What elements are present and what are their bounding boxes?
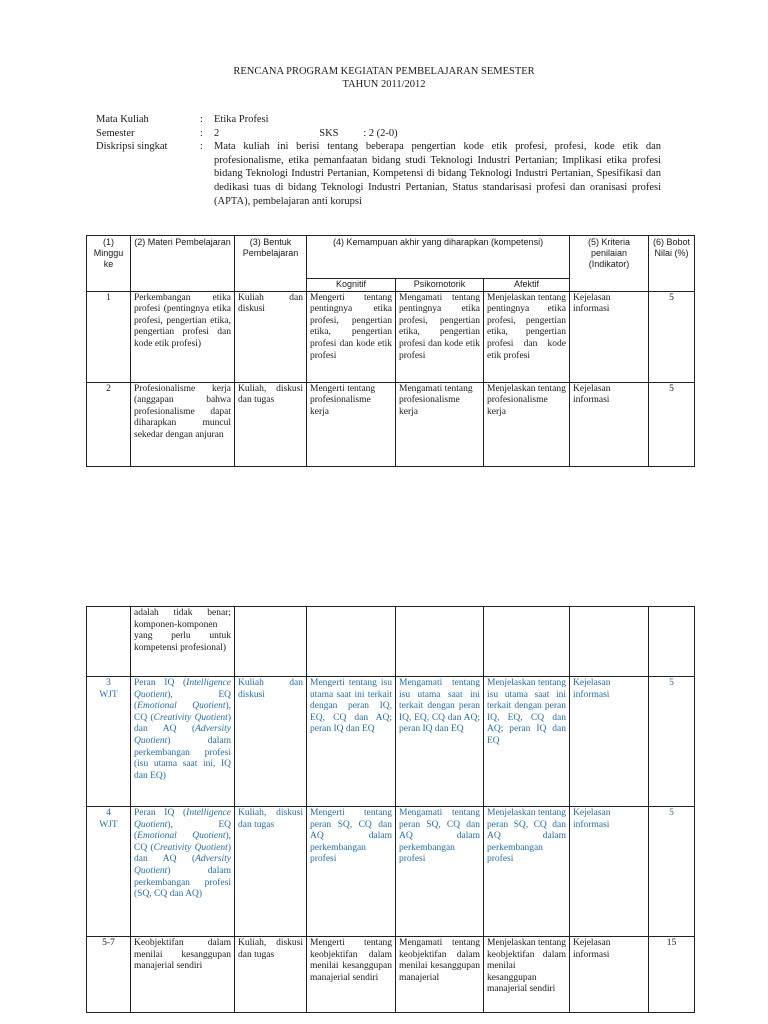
table-row [87,382,695,466]
sks-value: : 2 (2-0) [363,127,398,139]
bentuk-cell: Kuliah, diskusi dan tugas [235,382,307,466]
week-cell: 5-7 [87,937,131,1013]
kriteria-cell: Kejelasan informasi [570,937,649,1013]
term-adversity: Adversity Quotient [134,724,231,746]
term-emotional: Emotional Quotient [137,701,226,712]
table-header-row [87,236,695,279]
kognitif-cell: Mengerti tentang pentingnya etika profesi, pengertian etika, pengertian profesi dan kode etik profesi [307,291,396,382]
kognitif-cell: Mengerti tentang profesionalisme kerja [307,382,396,466]
subheader-kognitif: Kognitif [307,279,396,292]
materi-cell: Perkembangan etika profesi (pentingnya etika profesi, pengertian etika, pengertian profesi dan kode etik profesi) [131,291,235,382]
kriteria-cell: Kejelasan informasi [570,382,649,466]
afektif-cell: Menjelaskan tentang keobjektifan dalam menilai kesanggupan manajerial sendiri [484,937,570,1013]
header-bobot: (6) Bobot Nilai (%) [649,236,695,292]
term-intelligence: Intelligence Quotient [134,808,231,830]
bobot-cell: 15 [649,937,695,1013]
week-cell [87,677,131,807]
materi-cell: Peran IQ (Intelligence Quotient), EQ (Emotional Quotient), CQ (Creativity Quotient) dan AQ (Adversity Quotient) dalam perkembangan profesi (isu utama saat ini, IQ dan EQ) [131,677,235,807]
psikomotorik-cell: Mengamati tentang keobjektifan dalam menilai kesanggupan manajerial [396,937,484,1013]
week-cell: 2 [87,382,131,466]
bentuk-cell: Kuliah, diskusi dan tugas [235,807,307,937]
term-emotional: Emotional Quotient [137,831,226,842]
semester-value: 2 [214,127,220,139]
colon: : [200,114,203,125]
week-cell: 1 [87,291,131,382]
bobot-cell: 5 [649,382,695,466]
header-materi: (2) Materi Pembelajaran [131,236,235,292]
sks-label: SKS [319,127,339,139]
materi-cell: Peran IQ (Intelligence Quotient), EQ (Emotional Quotient), CQ (Creativity Quotient) dan AQ (Adversity Quotient) dalam perkembangan profesi (SQ, CQ dan AQ) [131,807,235,937]
kognitif-cell: Mengerti tentang peran SQ, CQ dan AQ dalam perkembangan profesi [307,807,396,937]
colon: : [200,141,203,153]
bentuk-cell: Kuliah, diskusi dan tugas [235,937,307,1013]
document-year: TAHUN 2011/2012 [342,79,426,90]
mata-kuliah-value: Etika Profesi [214,114,269,125]
mata-kuliah-row [96,113,661,127]
afektif-cell: Menjelaskan tentang peran SQ, CQ dan AQ dalam perkembangan profesi [484,807,570,937]
document-title: RENCANA PROGRAM KEGIATAN PEMBELAJARAN SEMESTER [233,66,535,77]
week-number: 4 [106,808,111,818]
header-kemampuan: (4) Kemampuan akhir yang diharapkan (kompetensi) [307,236,570,279]
materi-cell: Profesionalisme kerja (anggapan bahwa profesionalisme dapat diharapkan muncul sekedar dengan anjuran [131,382,235,466]
kriteria-cell: Kejelasan informasi [570,807,649,937]
afektif-cell: Menjelaskan tentang profesionalisme kerja [484,382,570,466]
table-row [87,677,695,807]
afektif-cell: Menjelaskan tentang isu utama saat ini terkait dengan peran IQ, EQ, CQ dan AQ; peran IQ dan EQ [484,677,570,807]
psikomotorik-cell: Mengamati tentang profesionalisme kerja [396,382,484,466]
week-cell [87,807,131,937]
materi-cell: adalah tidak benar; komponen-komponen yang perlu untuk kompetensi profesional) [131,607,235,677]
deskripsi-value: Mata kuliah ini berisi tentang beberapa pengertian kode etik profesi, profesi, kode etik dan profesionalisme, etika pemanfaatan bidang studi Teknologi Industri Pertanian; Implikasi etika profesi bidang Teknologi Industri Pertanian, Kompetensi di bidang Teknologi Industri Pertanian, Spesifikasi dan dedikasi tuas di bidang Teknologi Industri Pertanian, Status standarisasi profesi dan oranisasi profesi (APTA), pembelajaran anti korupsi [214,141,661,207]
kriteria-cell: Kejelasan informasi [570,677,649,807]
term-adversity: Adversity Quotient [134,854,231,876]
semester-row [96,127,661,141]
kognitif-cell: Mengerti tentang keobjektifan dalam menilai kesanggupan manajerial sendiri [307,937,396,1013]
subheader-psikomotorik: Psikomotorik [396,279,484,292]
header-minggu: (1) Minggu ke [87,236,131,292]
deskripsi-row [96,140,661,208]
table-row [87,937,695,1013]
colon: : [200,127,203,139]
term-creativity: Creativity Quotient [153,712,228,723]
rps-table-part-1 [86,235,695,467]
subheader-afektif: Afektif [484,279,570,292]
table-row [87,607,695,677]
week-tag: WJT [99,689,118,700]
kriteria-cell: Kejelasan informasi [570,291,649,382]
term-creativity: Creativity Quotient [153,842,228,853]
afektif-cell: Menjelaskan tentang pentingnya etika profesi, pengertian etika, pengertian profesi dan kode etik profesi [484,291,570,382]
kognitif-cell: Mengerti tentang isu utama saat ini terkait dengan peran IQ, EQ, CQ dan AQ; peran IQ dan EQ [307,677,396,807]
rps-table-part-2 [86,606,695,1013]
header-bentuk: (3) Bentuk Pembelajaran [235,236,307,292]
mata-kuliah-label: Mata Kuliah [96,114,149,125]
table-row [87,291,695,382]
week-tag: WJT [99,819,118,830]
psikomotorik-cell: Mengamati tentang peran SQ, CQ dan AQ dalam perkembangan profesi [396,807,484,937]
psikomotorik-cell: Mengamati tentang isu utama saat ini terkait dengan peran IQ, EQ, CQ dan AQ; peran IQ dan EQ [396,677,484,807]
table-row [87,807,695,937]
psikomotorik-cell: Mengamati tentang pentingnya etika profesi, pengertian etika, pengertian profesi dan kode etik profesi [396,291,484,382]
week-number: 3 [106,678,111,688]
semester-label: Semester [96,127,135,139]
bentuk-cell: Kuliah dan diskusi [235,291,307,382]
deskripsi-label: Diskripsi singkat [96,141,168,153]
term-intelligence: Intelligence Quotient [134,678,231,700]
bobot-cell: 5 [649,677,695,807]
course-info [96,113,661,208]
header-kriteria: (5) Kriteria penilaian (Indikator) [570,236,649,292]
bobot-cell: 5 [649,291,695,382]
bobot-cell: 5 [649,807,695,937]
bentuk-cell: Kuliah dan diskusi [235,677,307,807]
materi-cell: Keobjektifan dalam menilai kesanggupan manajerial sendiri [131,937,235,1013]
